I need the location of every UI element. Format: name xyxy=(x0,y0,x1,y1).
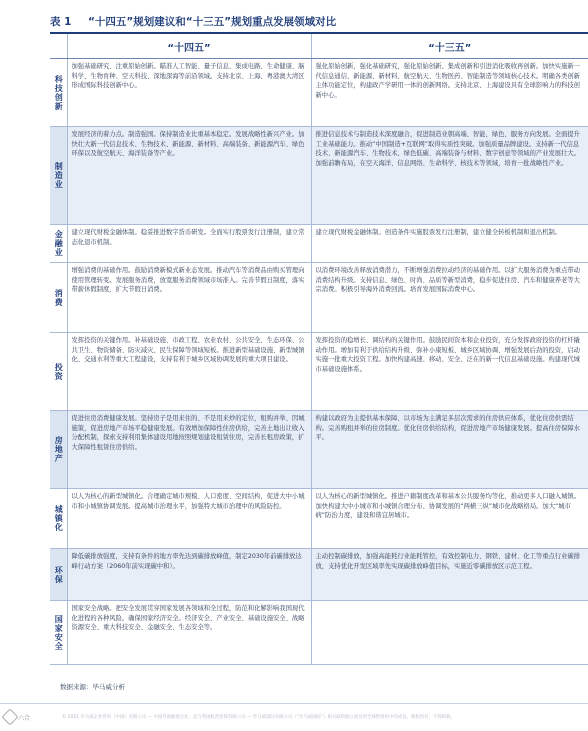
table-row xyxy=(50,225,588,263)
cell-14th: 增强消费的基础作用。鼓励消费新模式新业态发展。推动汽车等消费品由购买管理向使用管理转变。发展服务消费，放宽服务消费领域市场准入。完善节假日制度，落实带薪休假制度，扩大节假日消费。 xyxy=(67,263,311,333)
cell-14th: 降低碳排放强度，支持有条件的地方率先达到碳排放峰值，制定2030年前碳排放达峰行动方案（2060年前实现碳中和）。 xyxy=(67,549,311,601)
cell-13th: 主动控制碳排放，加强高能耗行业能耗管控，有效控制电力、钢铁、建材、化工等重点行业碳排放，支持优化开发区域率先实现碳排放峰值目标，实施近零碳排放区示范工程。 xyxy=(311,549,588,601)
table-row xyxy=(50,411,588,489)
header-14th-plan: “十四五” xyxy=(67,34,311,59)
domain-cell: 科技创新 xyxy=(50,59,67,127)
page-footer xyxy=(0,709,588,725)
cell-13th: 以人为核心的新型城镇化。推进户籍制度改革和基本公共服务均等化，推动更多人口融入城镇。加快构建大中小城市和小城镇合理分布、协调发展的“两横三纵”城市化战略格局。加大“城市病”防治力度，建设和谐宜居城市。 xyxy=(311,489,588,549)
domain-cell: 城镇化 xyxy=(50,489,67,549)
logo-mark-icon xyxy=(2,709,19,726)
domain-cell: 房地产 xyxy=(50,411,67,489)
cell-13th: 强化原始创新，强化基础研究，强化原始创新、集成创新和引进消化吸收再创新。加快实施新一代信息通信、新能源、新材料、航空航天、生物医药、智能制造等领域核心技术。明确各类创新主体功能定位，构建政产学研用一体的创新网络。支持北京、上海建设具有全球影响力的科技创新中心。 xyxy=(311,59,588,127)
footer-divider xyxy=(0,703,588,704)
table-row xyxy=(50,601,588,665)
cell-13th: 构建以政府为主提供基本保障、以市场为主满足多层次需求的住房供应体系，优化住房供需结构。完善购租并举的住房制度。优化住房供给结构，促进房地产市场健康发展。提高住房保障水平。 xyxy=(311,411,588,489)
table-row xyxy=(50,489,588,549)
table-row xyxy=(50,263,588,333)
cell-13th: 推进信息技术与制造技术深度融合，促进制造业朝高端、智能、绿色、服务方向发展。全面提升工业基础能力。推动“中国制造+互联网”取得实质性突破。加强质量品牌建设。支持新一代信息技术、新能源汽车、生物技术、绿色低碳、高端装备与材料、数字创意等领域的产业发展壮大。加强前瞻布局，在空天海洋、信息网络、生命科学、核技术等领域，培育一批战略性产业。 xyxy=(311,127,588,225)
cell-14th: 加强基础研究、注重原始创新。瞄准人工智能、量子信息、集成电路、生命健康、脑科学、生物育种、空天科技、深地深海等前沿领域。支持北京、上海、粤港澳大湾区形成国际科技创新中心。 xyxy=(67,59,311,127)
cell-14th: 发展经济的着力点。制造强国。保持制造业比重基本稳定。发展战略性新兴产业。加快壮大新一代信息技术、生物技术、新能源、新材料、高端装备、新能源汽车、绿色环保以及航空航天、海洋装备等产业。 xyxy=(67,127,311,225)
cell-13th: 发挥投资的稳增长、调结构的关键作用。鼓励民间资本和企业投资，充分发挥政府投资的杠杆撬动作用。增加有利于供给结构升级、弥补小康短板、城乡区域协调、增强发展后劲的投资，启动实施一批重大投资工程。加快构建高速、移动、安全、泛在的新一代信息基础设施。构建现代城市基础设施体系。 xyxy=(311,333,588,411)
header-domain xyxy=(50,34,67,59)
cell-14th: 发挥投资的关键作用。补基础设施、市政工程、农业农村、公共安全、生态环保、公共卫生、物资储备、防灾减灾、民生保障等领域短板。推进新型基础设施、新型城镇化、交通水利等重大工程建设，支持有利于城乡区域协调发展的重大项目建设。 xyxy=(67,333,311,411)
data-source-note: 数据来源：毕马威分析 xyxy=(60,683,125,691)
domain-cell: 国家安全 xyxy=(50,601,67,665)
table-row xyxy=(50,549,588,601)
cell-13th: 建立现代财税金融体制。创造条件实施股票发行注册制，建立健全转板机制和退出机制。 xyxy=(311,225,588,263)
copyright-disclaimer: © 2021 毕马威企业咨询（中国）有限公司 — 中国外商独资企业，是与英国私营担保有限公司 — 毕马威国际有限公司（“毕马威国际”）相关联的独立成员所全球性组织中的成员。版权所有，不得转载。 xyxy=(62,715,455,720)
header-13th-plan: “十三五” xyxy=(311,34,588,59)
table-row xyxy=(50,59,588,127)
watermark-logo xyxy=(4,709,48,725)
cell-13th xyxy=(311,601,588,665)
cell-14th: 建立现代财税金融体制。稳妥推进数字货币研发。全面实行股票发行注册制，建立常态化退市机制。 xyxy=(67,225,311,263)
cell-14th: 促进住房消费健康发展。坚持房子是用来住的、不是用来炒的定位，租购并举、因城施策，促进房地产市场平稳健康发展。有效增加保障性住房供给，完善土地出让收入分配机制，探索支持利用集体建设用地按照规划建设租赁住房，完善长租房政策，扩大保障性租赁住房供给。 xyxy=(67,411,311,489)
table-header-row xyxy=(50,34,588,59)
table-title xyxy=(50,10,588,32)
table-row xyxy=(50,333,588,411)
cell-14th: 国家安全战略。把安全发展贯穿国家发展各领域和全过程，防范和化解影响我国现代化进程的各种风险。确保国家经济安全。经济安全、产业安全、基础设施安全、战略资源安全、重大科技安全、金融安全、生态安全等。 xyxy=(67,601,311,665)
table-row xyxy=(50,127,588,225)
table-number: 表 1 xyxy=(50,15,72,28)
domain-cell: 投资 xyxy=(50,333,67,411)
domain-cell: 金融业 xyxy=(50,225,67,263)
logo-text: 六合 xyxy=(18,714,31,722)
cell-13th: 以消费环境改善释放消费潜力，不断增强消费拉动经济的基础作用。以扩大服务消费为重点带动消费结构升级。支持信息、绿色、时尚、品质等新型消费，稳步促进住房、汽车和健康养老等大宗消费。积极引导海外消费回流。培育发展国际消费中心。 xyxy=(311,263,588,333)
comparison-table xyxy=(50,34,588,665)
domain-cell: 消费 xyxy=(50,263,67,333)
domain-cell: 制造业 xyxy=(50,127,67,225)
table-title-text: “十四五”规划建议和“十三五”规划重点发展领域对比 xyxy=(88,15,337,28)
domain-cell: 环保 xyxy=(50,549,67,601)
cell-14th: 以人为核心的新型城镇化。合理确定城市规模、人口密度、空间结构，促进大中小城市和小城镇协调发展。提高城市治理水平，加强特大城市治理中的风险防控。 xyxy=(67,489,311,549)
